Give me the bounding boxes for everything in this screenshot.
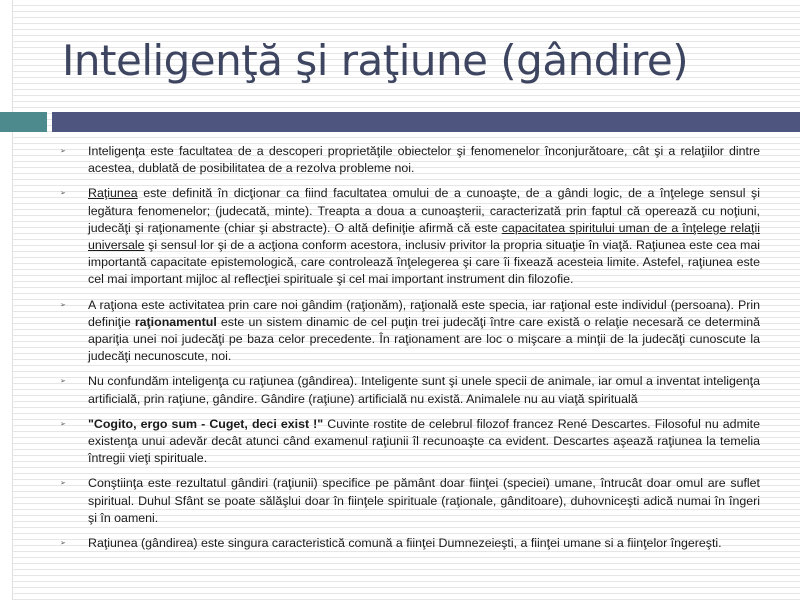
bullet-text: A raţiona este activitatea prin care noi gândim (raţionăm), raţională este specia, iar raţional este individul (persoana). Prin definiţie raţionamentul este un sistem dinamic de cel puţin trei judecăţi între care există o relaţie necesară ce determină apariţia unei noi judecăţi pe baza celor precedente. În raţionament are loc o mişcare a minţii de la judecăţi cunoscute la judecăţi necunoscute, noi. [88, 297, 760, 364]
bullet-item [60, 475, 760, 527]
bullet-text: Raţiunea este definită în dicţionar ca fiind facultatea omului de a cunoaşte, de a gândi logic, de a înţelege sensul şi legătura fenomenelor; (judecată, minte). Treapta a doua a cunoaşterii, caracterizată prin faptul că operează cu noţiuni, judecăţi şi raţionamente (chiar şi abstracte). O altă definiţie afirmă că este capacitatea spiritului uman de a înţelege relaţii universale şi sensul lor şi de a acţiona conform acestora, inclusiv privitor la propria situaţie în viaţă. Raţiunea este cea mai importantă capacitate epistemologică, care controlează înţelegerea şi care îi fixează acesteia limite. Astefel, raţiunea este cel mai important mijloc al reflecţiei spirituale şi cel mai important instrument din filozofie. [88, 186, 760, 287]
bullet-list [60, 143, 760, 560]
underlined-definition: capacitatea spiritului uman de a înţelege relaţii universale [88, 220, 760, 253]
bullet-item [60, 143, 760, 177]
bullet-text: Conştiinţa este rezultatul gândiri (raţiunii) specifice pe pământ doar fiinţei (speciei) umane, întrucât doar omul are suflet spiritual. Duhul Sfânt se poate sălăşlui doar în fiinţele spirituale (raţionale, gânditoare), duhovniceşti adică numai în îngeri şi în oameni. [88, 476, 760, 525]
underlined-term: Raţiunea [88, 186, 138, 201]
bullet-text: Nu confundăm inteligenţa cu raţiunea (gândirea). Inteligente sunt şi unele specii de animale, iar omul a inventat inteligenţa artificială, prin raţiune, gândire. Gândire (raţiune) artificială nu există. Animalele nu au viaţă spirituală [88, 374, 760, 406]
accent-band-teal [0, 112, 47, 132]
left-edge-bar [0, 0, 13, 600]
bullet-item [60, 416, 760, 468]
bold-quote: "Cogito, ergo sum - Cuget, deci exist !" [88, 416, 324, 431]
bullet-item [60, 535, 760, 552]
bullet-text: "Cogito, ergo sum - Cuget, deci exist !" Cuvinte rostite de celebrul filozof francez René Descartes. Filosoful nu admite existenţa unui adevăr decât atunci când examenul raţiunii îl recunoaşte ca evident. Descartes aşează raţiunea la temelia întregii vieţi spirituale. [88, 416, 760, 466]
bullet-text: Raţiunea (gândirea) este singura caracteristică comună a fiinţei Dumnezeieşti, a fiinţei umane si a fiinţelor îngereşti. [88, 536, 722, 551]
bullet-arrow-icon: ➢ [60, 539, 66, 548]
bullet-arrow-icon: ➢ [60, 300, 66, 309]
bullet-arrow-icon: ➢ [60, 147, 66, 155]
bullet-item [60, 185, 760, 288]
bullet-arrow-icon: ➢ [60, 189, 66, 198]
bullet-arrow-icon: ➢ [60, 419, 66, 428]
bullet-item [60, 373, 760, 407]
bullet-arrow-icon: ➢ [60, 377, 66, 386]
bullet-arrow-icon: ➢ [60, 479, 66, 488]
accent-band-navy [52, 112, 800, 132]
bullet-item [60, 297, 760, 366]
bullet-text: Inteligenţa este facultatea de a descoperi proprietăţile obiectelor şi fenomenelor înconjurătoare, cât şi a relaţiilor dintre acestea, dublată de posibilitatea de a rezolva probleme noi. [88, 144, 760, 176]
bold-term: raţionamentul [134, 314, 217, 329]
slide-title: Inteligenţă şi raţiune (gândire) [62, 36, 689, 85]
